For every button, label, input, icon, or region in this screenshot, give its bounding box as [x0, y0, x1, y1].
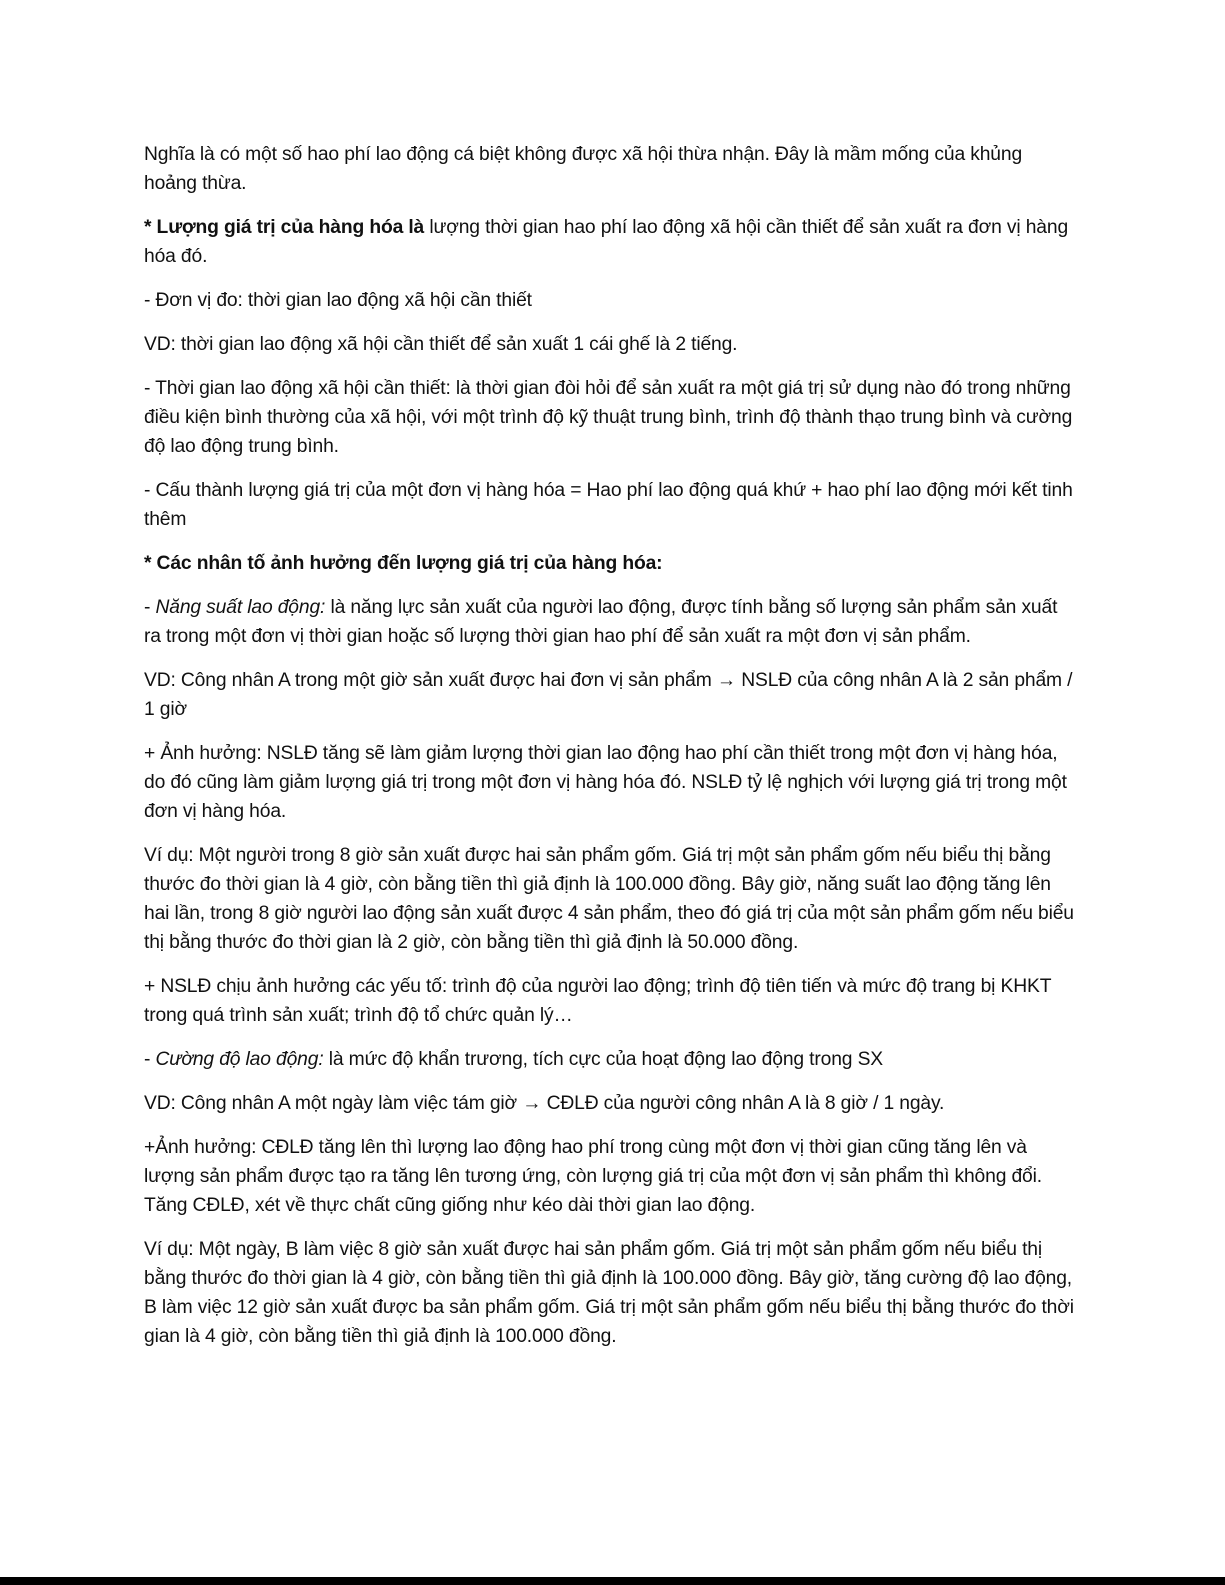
paragraph-productivity-factors: [144, 972, 1074, 1030]
paragraph-example-productivity: [144, 666, 1074, 724]
paragraph-overproduction-crisis: [144, 140, 1074, 198]
paragraph-example-pottery-productivity: [144, 841, 1074, 957]
dash-prefix: -: [144, 1049, 156, 1070]
paragraph-text: lượng thời gian hao phí lao động xã hội cần thiết để sản xuất ra đơn vị hàng hóa đó.: [144, 217, 1069, 267]
heading-text: * Các nhân tố ảnh hưởng đến lượng giá trị của hàng hóa:: [144, 553, 663, 574]
paragraph-text: VD: thời gian lao động xã hội cần thiết để sản xuất 1 cái ghế là 2 tiếng.: [144, 334, 738, 355]
paragraph-text: VD: Công nhân A một ngày làm việc tám giờ → CĐLĐ của người công nhân A là 8 giờ / 1 ngày.: [144, 1093, 945, 1114]
paragraph-text: +Ảnh hưởng: CĐLĐ tăng lên thì lượng lao động hao phí trong cùng một đơn vị thời gian cũng tăng lên và lượng sản phẩm được tạo ra tăng lên tương ứng, còn lượng giá trị của một đơn vị sản phẩm thì không đổi. Tăng CĐLĐ, xét về thực chất cũng giống như kéo dài thời gian lao động.: [144, 1137, 1042, 1216]
document-body: [144, 140, 1074, 1366]
page-bottom-border: [0, 1577, 1225, 1585]
italic-term: Cường độ lao động:: [155, 1049, 324, 1070]
paragraph-intensity-impact: [144, 1133, 1074, 1220]
paragraph-labor-intensity: [144, 1045, 1074, 1074]
paragraph-example-pottery-intensity: [144, 1235, 1074, 1351]
paragraph-productivity-impact: [144, 739, 1074, 826]
paragraph-text: - Cấu thành lượng giá trị của một đơn vị hàng hóa = Hao phí lao động quá khứ + hao phí lao động mới kết tinh thêm: [144, 480, 1073, 530]
paragraph-example-intensity: [144, 1089, 1074, 1118]
paragraph-text: Ví dụ: Một ngày, B làm việc 8 giờ sản xuất được hai sản phẩm gốm. Giá trị một sản phẩm gốm nếu biểu thị bằng thước đo thời gian là 4 giờ, còn bằng tiền thì giả định là 100.000 đồng. Bây giờ, tăng cường độ lao động, B làm việc 12 giờ sản xuất được ba sản phẩm gốm. Giá trị một sản phẩm gốm nếu biểu thị bằng thước đo thời gian là 4 giờ, còn bằng tiền thì giả định là 100.000 đồng.: [144, 1239, 1074, 1347]
dash-prefix: -: [144, 597, 156, 618]
paragraph-text: - Đơn vị đo: thời gian lao động xã hội cần thiết: [144, 290, 532, 311]
paragraph-example-chair: [144, 330, 1074, 359]
paragraph-value-magnitude-definition: [144, 213, 1074, 271]
italic-term: Năng suất lao động:: [155, 597, 326, 618]
paragraph-text: + Ảnh hưởng: NSLĐ tăng sẽ làm giảm lượng thời gian lao động hao phí cần thiết trong một đơn vị hàng hóa, do đó cũng làm giảm lượng giá trị trong một đơn vị hàng hóa đó. NSLĐ tỷ lệ nghịch với lượng giá trị trong một đơn vị hàng hóa.: [144, 743, 1067, 822]
paragraph-text: VD: Công nhân A trong một giờ sản xuất được hai đơn vị sản phẩm → NSLĐ của công nhân A là 2 sản phẩm / 1 giờ: [144, 670, 1073, 720]
paragraph-text: Nghĩa là có một số hao phí lao động cá biệt không được xã hội thừa nhận. Đây là mầm mống của khủng hoảng thừa.: [144, 144, 1023, 194]
paragraph-text: là mức độ khẩn trương, tích cực của hoạt động lao động trong SX: [323, 1049, 884, 1070]
paragraph-labor-productivity: [144, 593, 1074, 651]
paragraph-text: - Thời gian lao động xã hội cần thiết: là thời gian đòi hỏi để sản xuất ra một giá trị sử dụng nào đó trong những điều kiện bình thường của xã hội, với một trình độ kỹ thuật trung bình, trình độ thành thạo trung bình và cường độ lao động trung bình.: [144, 378, 1073, 457]
section-heading-influencing-factors: [144, 549, 1074, 578]
paragraph-text: Ví dụ: Một người trong 8 giờ sản xuất được hai sản phẩm gốm. Giá trị một sản phẩm gốm nếu biểu thị bằng thước đo thời gian là 4 giờ, còn bằng tiền thì giả định là 100.000 đồng. Bây giờ, năng suất lao động tăng lên hai lần, trong 8 giờ người lao động sản xuất được 4 sản phẩm, theo đó giá trị của một sản phẩm gốm nếu biểu thị bằng thước đo thời gian là 2 giờ, còn bằng tiền thì giả định là 50.000 đồng.: [144, 845, 1074, 953]
paragraph-unit-of-measure: [144, 286, 1074, 315]
paragraph-value-composition: [144, 476, 1074, 534]
paragraph-text: là năng lực sản xuất của người lao động, được tính bằng số lượng sản phẩm sản xuất ra trong một đơn vị thời gian hoặc số lượng thời gian hao phí để sản xuất ra một đơn vị sản phẩm.: [144, 597, 1058, 647]
paragraph-text: + NSLĐ chịu ảnh hưởng các yếu tố: trình độ của người lao động; trình độ tiên tiến và mức độ trang bị KHKT trong quá trình sản xuất; trình độ tổ chức quản lý…: [144, 976, 1051, 1026]
bold-term: * Lượng giá trị của hàng hóa là: [144, 217, 425, 238]
paragraph-socially-necessary-time: [144, 374, 1074, 461]
